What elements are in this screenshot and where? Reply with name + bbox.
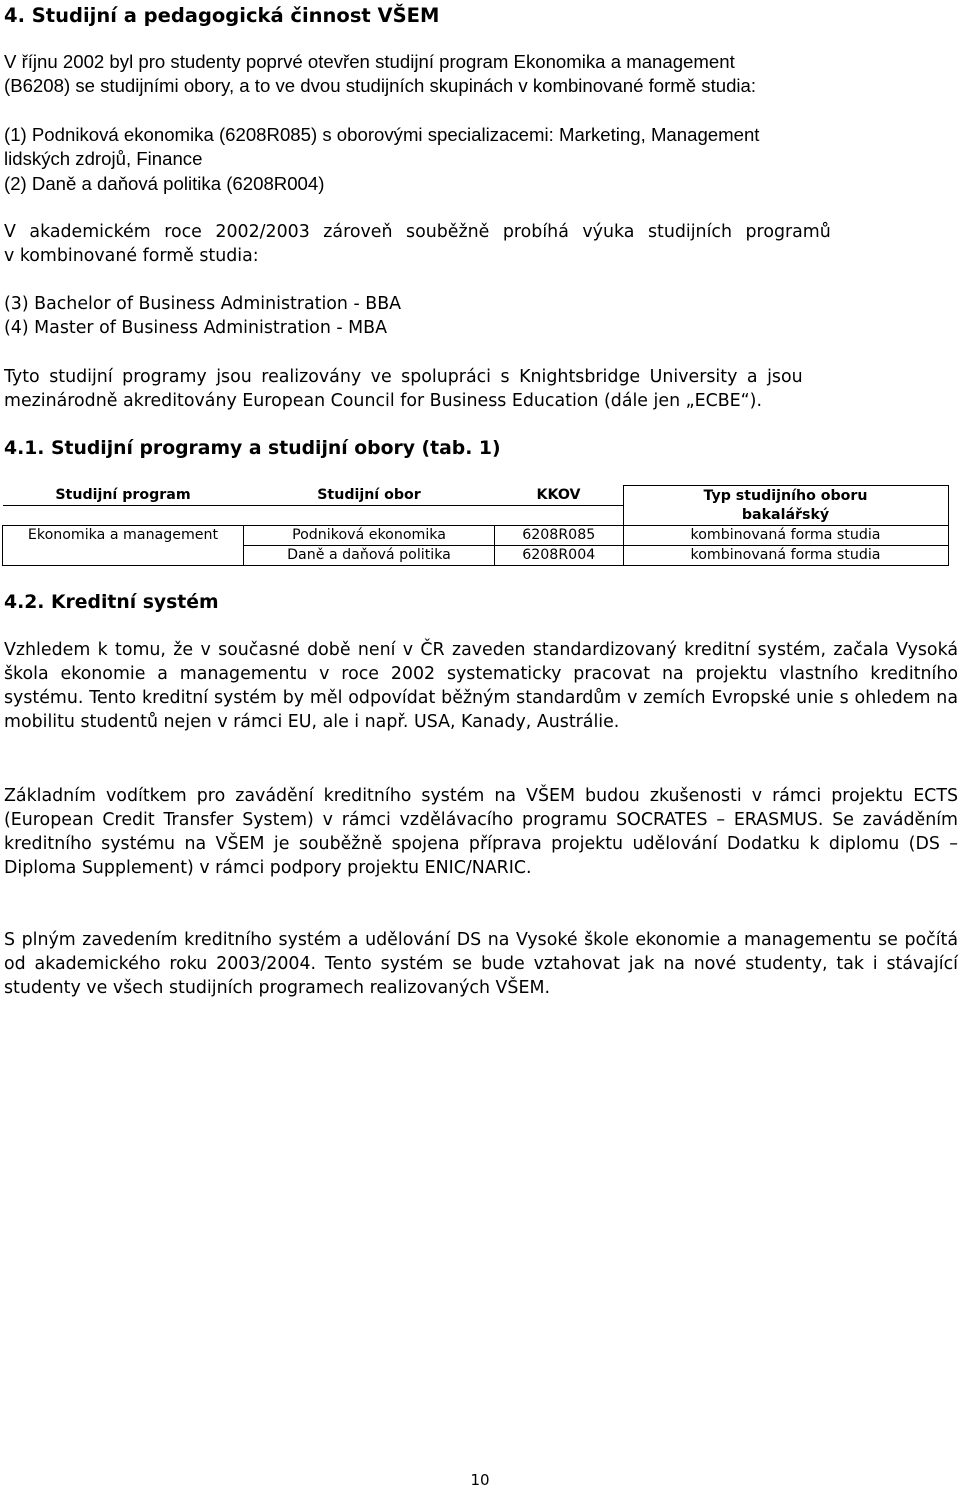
header-program: Studijní program: [3, 486, 244, 506]
program-list-line-3: (2) Daně a daňová politika (6208R004): [4, 173, 325, 194]
header-type-sub: bakalářský: [623, 505, 948, 525]
cell-field: Podniková ekonomika: [244, 525, 495, 545]
intro-line-2: (B6208) se studijními obory, a to ve dvou studijních skupinách v kombinované formě studia:: [4, 75, 757, 96]
credit-paragraph-2: Základním vodítkem pro zavádění kreditního systém na VŠEM budou zkušenosti v rámci projektu ECTS (European Credit Transfer System) v rámci vzdělávacího programu SOCRATES – ERASMUS. Se zaváděním kreditního systému na VŠEM je souběžně spojena příprava projektu udělování Dodatku k diplomu (DS – Diploma Supplement) v rámci podpory projektu ENIC/NARIC.: [4, 786, 958, 878]
table-subheader-row: [3, 505, 949, 525]
study-programs-table: [2, 485, 949, 566]
cell-type: kombinovaná forma studia: [623, 545, 948, 565]
foreign-program-mba: (4) Master of Business Administration - MBA: [4, 318, 388, 338]
foreign-program-bba: (3) Bachelor of Business Administration - BBA: [4, 294, 402, 314]
header-field: Studijní obor: [244, 486, 495, 506]
chapter-heading: 4. Studijní a pedagogická činnost VŠEM: [4, 4, 440, 27]
cell-program: [3, 545, 244, 565]
cell-type: kombinovaná forma studia: [623, 525, 948, 545]
intro-line-1: V říjnu 2002 byl pro studenty poprvé otevřen studijní program Ekonomika a management: [4, 51, 735, 72]
cell-kkov: 6208R085: [495, 525, 624, 545]
cell-field: Daně a daňová politika: [244, 545, 495, 565]
parallel-line-2: v kombinované formě studia:: [4, 246, 259, 266]
header-kkov: KKOV: [495, 486, 624, 506]
table-row: [3, 525, 949, 545]
table-header-row: [3, 486, 949, 506]
credit-paragraph-3: S plným zavedením kreditního systém a udělování DS na Vysoké škole ekonomie a managementu se počítá od akademického roku 2003/2004. Tento systém se bude vztahovat jak na nové studenty, tak i stávající studenty ve všech studijních programech realizovaných VŠEM.: [4, 930, 958, 998]
section-4-2-heading: 4.2. Kreditní systém: [4, 592, 219, 613]
credit-paragraph-1: Vzhledem k tomu, že v současné době není v ČR zaveden standardizovaný kreditní systém, začala Vysoká škola ekonomie a managementu v roce 2002 systematicky pracovat na projektu vlastního kreditního systému. Tento kreditní systém by měl odpovídat běžným standardům v zemích Evropské unie s ohledem na mobilitu studentů nejen v rámci EU, ale i např. USA, Kanady, Austrálie.: [4, 640, 958, 732]
cell-kkov: 6208R004: [495, 545, 624, 565]
parallel-line-1: V akademickém roce 2002/2003 zároveň souběžně probíhá výuka studijních programů: [4, 222, 831, 242]
page-number: 10: [470, 1471, 490, 1489]
cooperation-line-1: Tyto studijní programy jsou realizovány ve spolupráci s Knightsbridge University a jsou: [4, 367, 803, 387]
cell-program: Ekonomika a management: [3, 525, 244, 545]
section-4-1-heading: 4.1. Studijní programy a studijní obory (tab. 1): [4, 438, 501, 459]
program-list-line-1: (1) Podniková ekonomika (6208R085) s oborovými specializacemi: Marketing, Management: [4, 124, 760, 145]
header-type: Typ studijního oboru: [623, 486, 948, 506]
cooperation-line-2: mezinárodně akreditovány European Council for Business Education (dále jen „ECBE“).: [4, 391, 762, 411]
table-row: [3, 545, 949, 565]
program-list-line-2: lidských zdrojů, Finance: [4, 148, 203, 169]
